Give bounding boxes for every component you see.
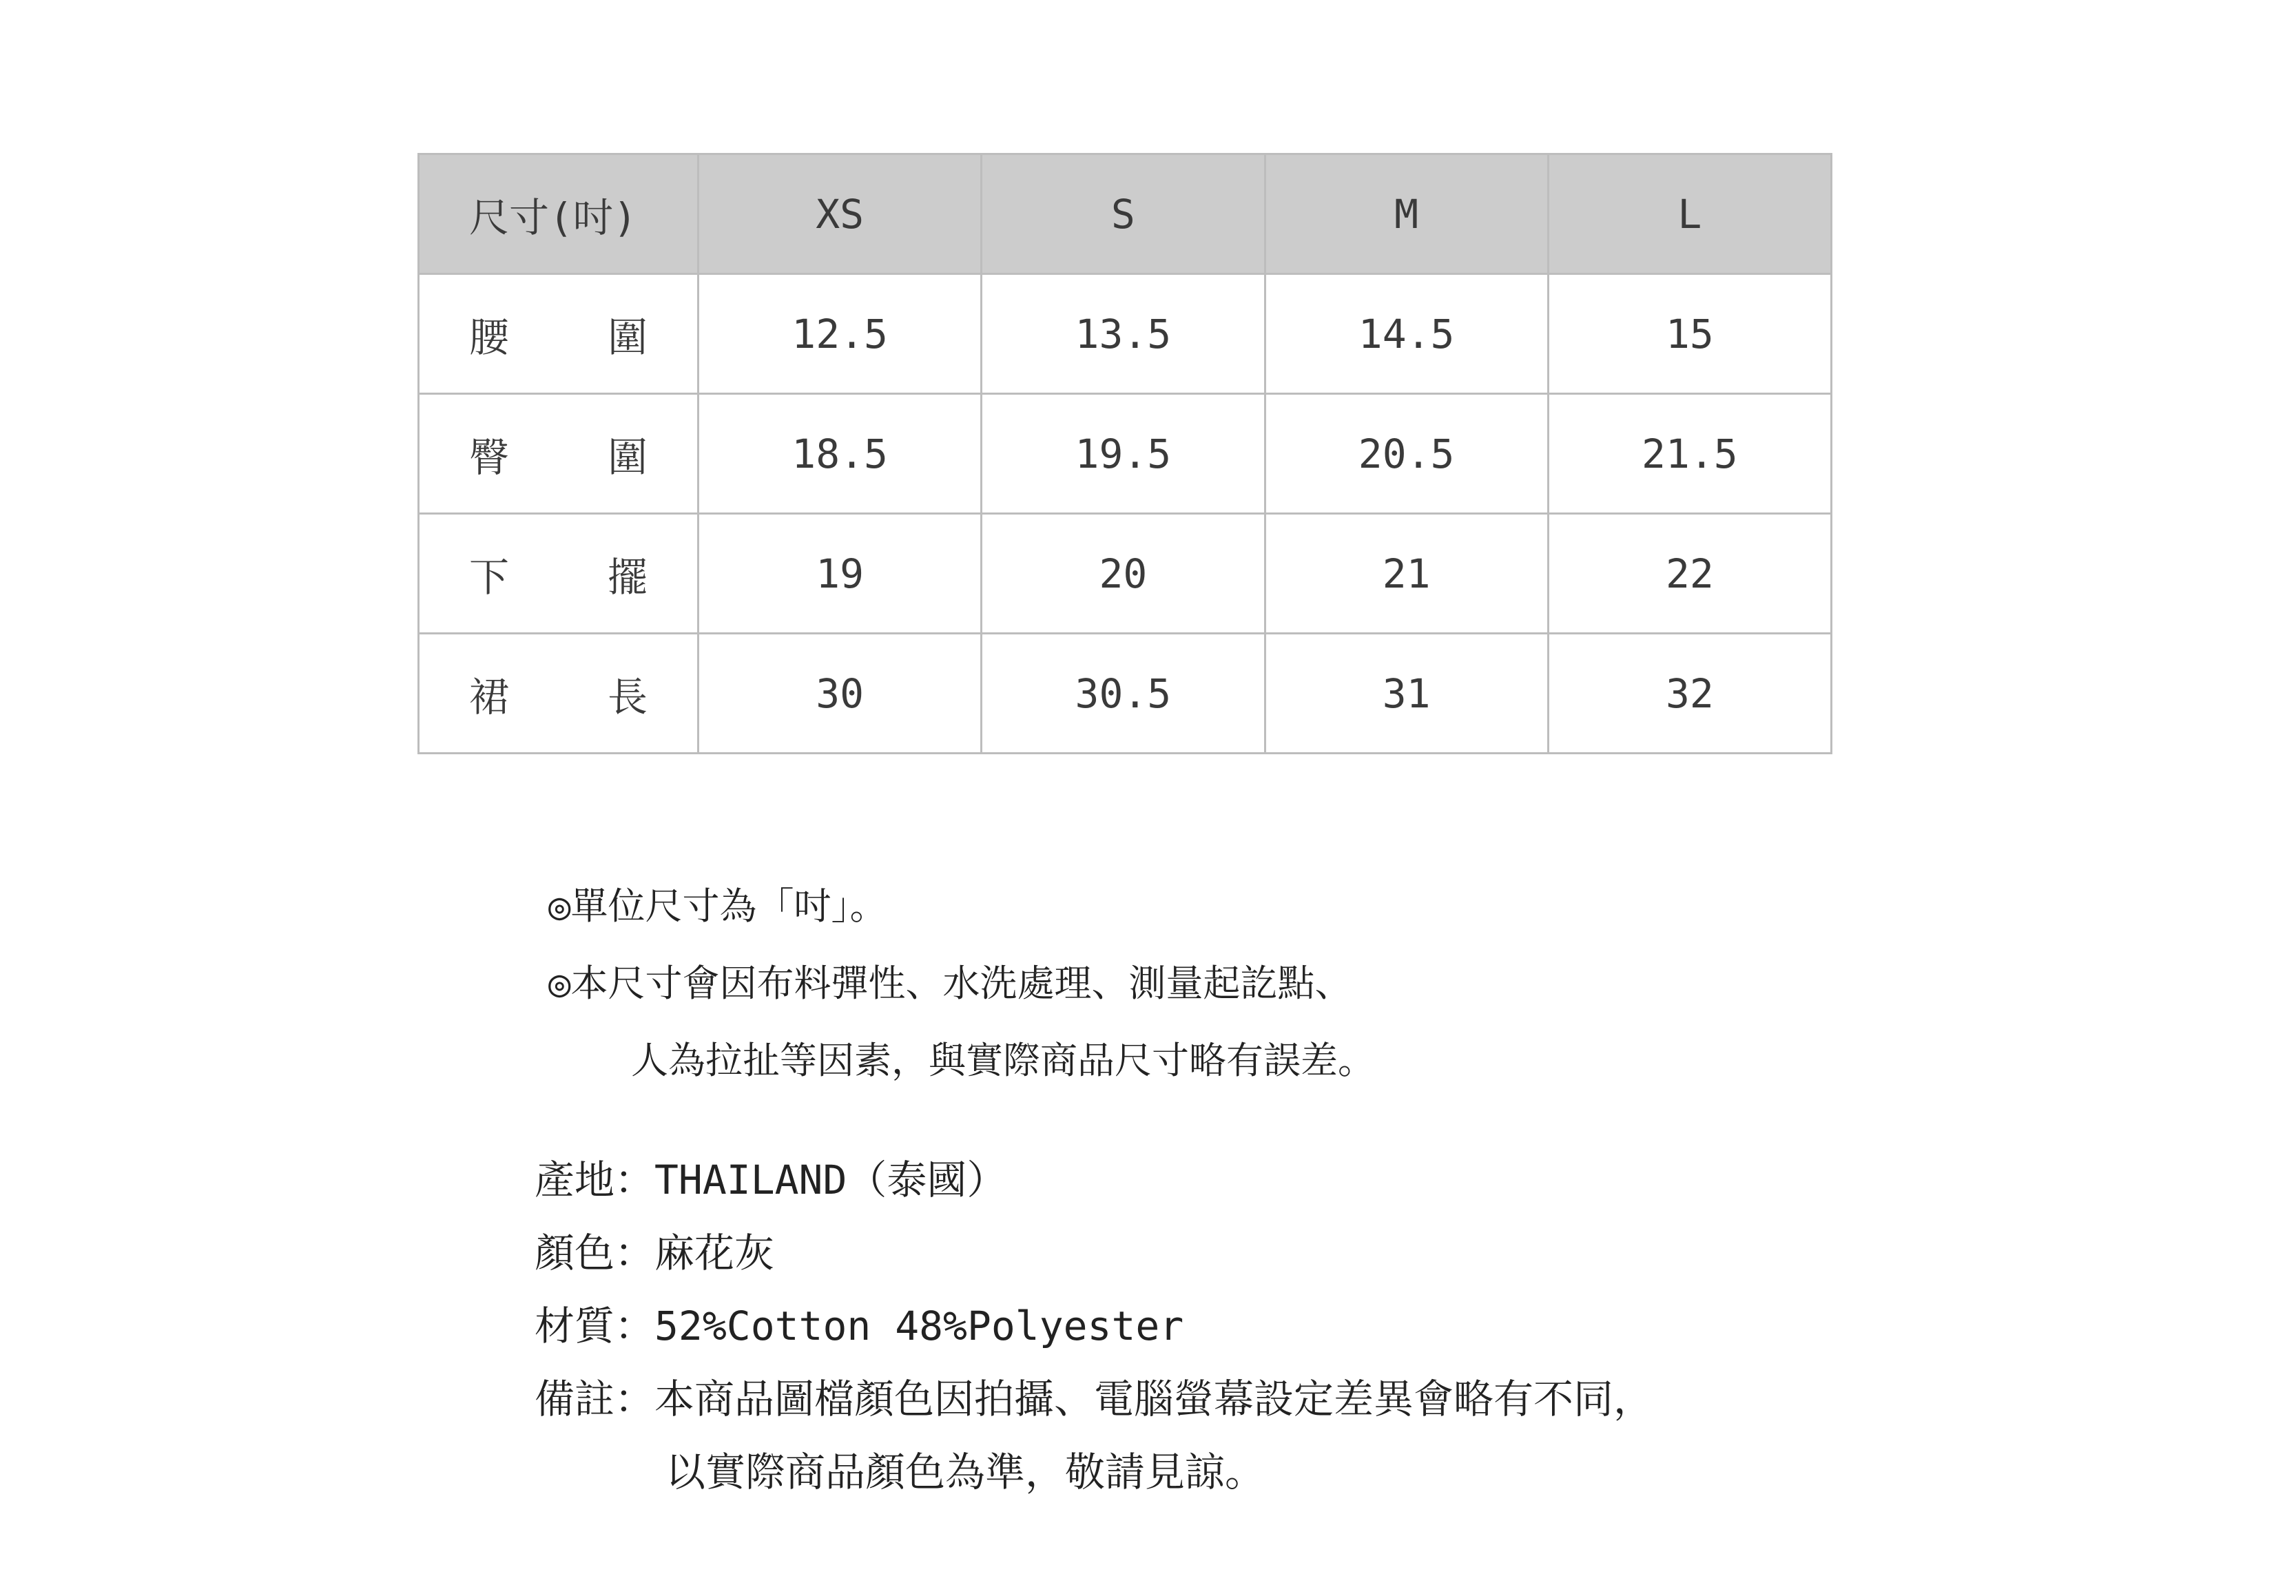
table-cell: 21 bbox=[1265, 514, 1548, 634]
table-cell: 18.5 bbox=[699, 394, 982, 514]
header-size-label: 尺寸(吋) bbox=[419, 154, 699, 274]
table-cell: 19 bbox=[699, 514, 982, 634]
table-cell: 20.5 bbox=[1265, 394, 1548, 514]
header-size-s: S bbox=[982, 154, 1265, 274]
remark-value: 本商品圖檔顏色因拍攝、電腦螢幕設定差異會略有不同， bbox=[654, 1376, 1654, 1422]
remark-row-continued bbox=[535, 1436, 1653, 1509]
size-chart-table bbox=[417, 153, 1832, 754]
table-cell: 21.5 bbox=[1548, 394, 1831, 514]
color-value: 麻花灰 bbox=[654, 1230, 775, 1276]
origin-value: THAILAND（泰國） bbox=[654, 1157, 1007, 1203]
table-row-waist bbox=[419, 274, 1832, 394]
table-cell: 13.5 bbox=[982, 274, 1265, 394]
row-label-char: 腰 bbox=[469, 313, 510, 361]
row-label bbox=[419, 634, 699, 754]
material-row bbox=[535, 1289, 1653, 1362]
size-notes bbox=[548, 868, 1375, 1099]
table-cell: 31 bbox=[1265, 634, 1548, 754]
row-label-char: 下 bbox=[469, 553, 510, 601]
row-label-char: 圍 bbox=[607, 433, 648, 481]
table-cell: 15 bbox=[1548, 274, 1831, 394]
origin-label: 產地： bbox=[535, 1157, 655, 1203]
header-size-xs: XS bbox=[699, 154, 982, 274]
table-row-hip bbox=[419, 394, 1832, 514]
table-cell: 20 bbox=[982, 514, 1265, 634]
origin-row bbox=[535, 1143, 1653, 1216]
row-label-char: 長 bbox=[607, 673, 648, 721]
table-header-row bbox=[419, 154, 1832, 274]
row-label bbox=[419, 274, 699, 394]
color-label: 顏色： bbox=[535, 1230, 655, 1276]
remark-label: 備註： bbox=[535, 1376, 655, 1422]
material-value: 52%Cotton 48%Polyester bbox=[654, 1303, 1184, 1349]
color-row bbox=[535, 1216, 1653, 1289]
table-cell: 30.5 bbox=[982, 634, 1265, 754]
material-label: 材質： bbox=[535, 1303, 655, 1349]
note-line: 人為拉扯等因素，與實際商品尺寸略有誤差。 bbox=[631, 1039, 1375, 1082]
table-cell: 22 bbox=[1548, 514, 1831, 634]
remark-value-2: 以實際商品顏色為準，敬請見諒。 bbox=[665, 1449, 1265, 1495]
table-cell: 32 bbox=[1548, 634, 1831, 754]
row-label-char: 臀 bbox=[469, 433, 510, 481]
table-row-length bbox=[419, 634, 1832, 754]
table-cell: 19.5 bbox=[982, 394, 1265, 514]
row-label bbox=[419, 394, 699, 514]
row-label bbox=[419, 514, 699, 634]
table-cell: 30 bbox=[699, 634, 982, 754]
table-cell: 12.5 bbox=[699, 274, 982, 394]
header-size-l: L bbox=[1548, 154, 1831, 274]
header-size-m: M bbox=[1265, 154, 1548, 274]
remark-row bbox=[535, 1362, 1653, 1436]
product-info bbox=[535, 1143, 1653, 1509]
note-line: ◎單位尺寸為「吋」。 bbox=[548, 884, 887, 928]
row-label-char: 圍 bbox=[607, 313, 648, 361]
row-label-char: 裙 bbox=[469, 673, 510, 721]
table-row-hem bbox=[419, 514, 1832, 634]
table-cell: 14.5 bbox=[1265, 274, 1548, 394]
row-label-char: 擺 bbox=[607, 553, 648, 601]
note-line: ◎本尺寸會因布料彈性、水洗處理、測量起訖點、 bbox=[548, 962, 1352, 1005]
